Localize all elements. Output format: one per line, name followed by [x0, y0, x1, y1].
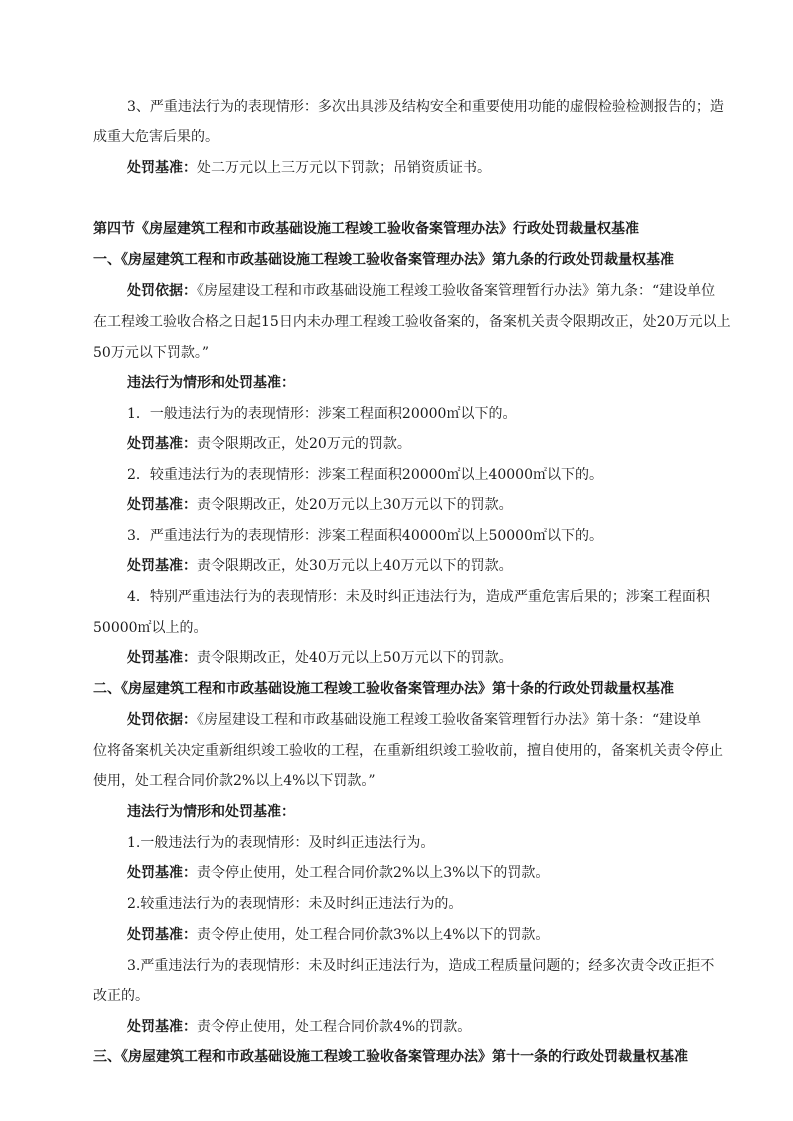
- penalty-standard-line: [127, 925, 549, 945]
- penalty-standard-line: [127, 863, 549, 883]
- violation-case: 1．一般违法行为的表现情形：涉案工程面积20000㎡以下的。: [127, 406, 517, 422]
- penalty-label: 处罚基准：: [127, 160, 197, 176]
- subheading: 违法行为情形和处罚基准：: [127, 804, 295, 820]
- penalty-label: 处罚基准：: [127, 927, 197, 943]
- basis-label: 处罚依据：: [127, 712, 197, 728]
- penalty-label: 处罚基准：: [127, 436, 197, 452]
- penalty-basis-line: [127, 710, 701, 730]
- article-heading-1: 一、《房屋建筑工程和市政基础设施工程竣工验收备案管理办法》第九条的行政处罚裁量权基准: [93, 252, 674, 268]
- penalty-label: 处罚基准：: [127, 497, 197, 513]
- penalty-text: 责令停止使用，处工程合同价款2%以上3%以下的罚款。: [197, 865, 550, 881]
- basis-continuation: 50万元以下罚款。”: [93, 345, 209, 361]
- section-heading: 第四节《房屋建筑工程和市政基础设施工程竣工验收备案管理办法》行政处罚裁量权基准: [93, 221, 639, 237]
- subheading: 违法行为情形和处罚基准：: [127, 375, 295, 391]
- penalty-text: 责令停止使用，处工程合同价款3%以上4%以下的罚款。: [197, 927, 550, 943]
- penalty-standard-line: [127, 495, 513, 515]
- basis-continuation: 使用，处工程合同价款2%以上4%以下罚款。”: [93, 773, 376, 789]
- violation-case: 2.较重违法行为的表现情形：未及时纠正违法行为的。: [127, 896, 463, 912]
- penalty-label: 处罚基准：: [127, 558, 197, 574]
- penalty-label: 处罚基准：: [127, 1019, 197, 1035]
- penalty-text: 处二万元以上三万元以下罚款；吊销资质证书。: [197, 160, 491, 176]
- paragraph-serious-violation: 3、严重违法行为的表现情形：多次出具涉及结构安全和重要使用功能的虚假检验检测报告的；造: [127, 99, 724, 115]
- basis-label: 处罚依据：: [127, 283, 197, 299]
- basis-continuation: 在工程竣工验收合格之日起15日内未办理工程竣工验收备案的，备案机关责令限期改正，处20万元以上: [93, 314, 731, 330]
- basis-text: 《房屋建设工程和市政基础设施工程竣工验收备案管理暂行办法》第十条：“建设单: [197, 712, 702, 728]
- violation-case: 3.严重违法行为的表现情形：未及时纠正违法行为，造成工程质量问题的；经多次责令改正拒不: [127, 958, 715, 974]
- penalty-basis-line: [127, 281, 715, 301]
- penalty-standard-line: [127, 434, 411, 454]
- penalty-text: 责令限期改正，处20万元的罚款。: [197, 436, 411, 452]
- penalty-standard-line: [127, 1017, 471, 1037]
- penalty-text: 责令限期改正，处20万元以上30万元以下的罚款。: [197, 497, 513, 513]
- violation-case-continuation: 改正的。: [93, 988, 149, 1004]
- penalty-text: 责令限期改正，处40万元以上50万元以下的罚款。: [197, 650, 513, 666]
- penalty-standard-line: [127, 556, 513, 576]
- penalty-label: 处罚基准：: [127, 650, 197, 666]
- penalty-text: 责令限期改正，处30万元以上40万元以下的罚款。: [197, 558, 513, 574]
- basis-continuation: 位将备案机关决定重新组织竣工验收的工程，在重新组织竣工验收前，擅自使用的，备案机关责令停止: [93, 743, 723, 759]
- paragraph-continuation: 成重大危害后果的。: [93, 129, 219, 145]
- penalty-standard-line: [127, 648, 513, 668]
- violation-case: 1.一般违法行为的表现情形：及时纠正违法行为。: [127, 835, 435, 851]
- article-heading-2: 二、《房屋建筑工程和市政基础设施工程竣工验收备案管理办法》第十条的行政处罚裁量权基准: [93, 681, 674, 697]
- penalty-label: 处罚基准：: [127, 865, 197, 881]
- violation-case: 3．严重违法行为的表现情形：涉案工程面积40000㎡以上50000㎡以下的。: [127, 528, 603, 544]
- article-heading-3: 三、《房屋建筑工程和市政基础设施工程竣工验收备案管理办法》第十一条的行政处罚裁量权基准: [93, 1049, 688, 1065]
- penalty-text: 责令停止使用，处工程合同价款4%的罚款。: [197, 1019, 472, 1035]
- violation-case-continuation: 50000㎡以上的。: [93, 620, 208, 636]
- basis-text: 《房屋建设工程和市政基础设施工程竣工验收备案管理暂行办法》第九条：“建设单位: [197, 283, 716, 299]
- violation-case: 2．较重违法行为的表现情形：涉案工程面积20000㎡以上40000㎡以下的。: [127, 467, 603, 483]
- penalty-standard-line: [127, 158, 491, 178]
- violation-case: 4．特别严重违法行为的表现情形：未及时纠正违法行为，造成严重危害后果的；涉案工程面积: [127, 589, 710, 605]
